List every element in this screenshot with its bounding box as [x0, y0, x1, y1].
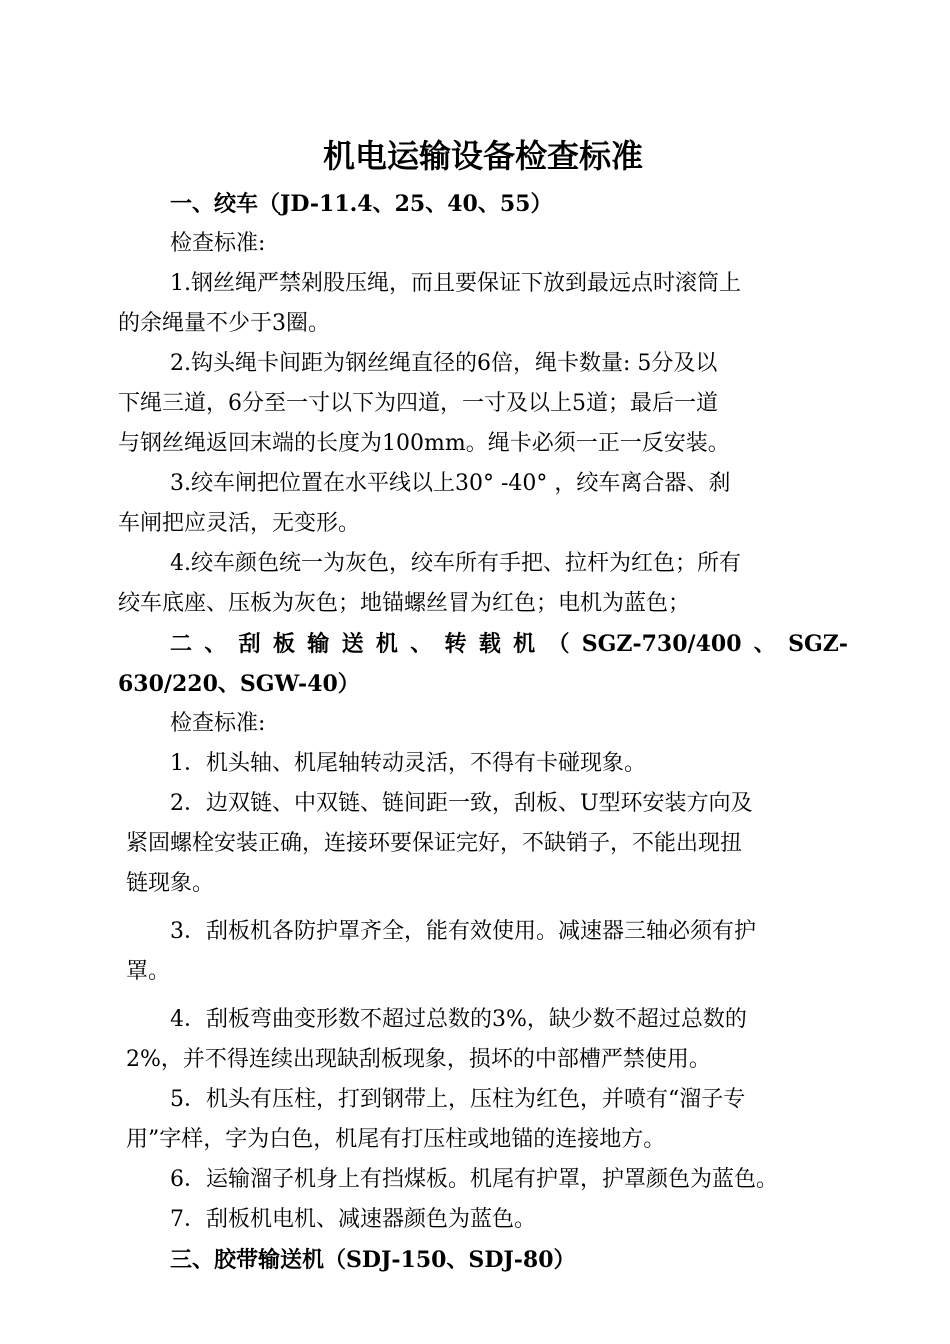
s2-item5-line1: 5．机头有压柱，打到钢带上，压柱为红色，并喷有“溜子专 [170, 1087, 746, 1112]
s2-heading-part: 、 [410, 631, 433, 657]
s2-heading-part: 载 [478, 631, 501, 657]
s2-item1-line1: 1．机头轴、机尾轴转动灵活，不得有卡碰现象。 [170, 751, 646, 776]
s2-item3-line1: 3．刮板机各防护罩齐全，能有效使用。减速器三轴必须有护 [170, 919, 756, 944]
section-1-heading: 一、绞车（JD-11.4、25、40、55） [170, 191, 553, 217]
s2-heading-part: 机 [375, 631, 398, 657]
s2-item4-line1: 4．刮板弯曲变形数不超过总数的3%，缺少数不超过总数的 [170, 1007, 747, 1032]
s1-item4-line2: 绞车底座、压板为灰色；地锚螺丝冒为红色；电机为蓝色； [118, 591, 691, 616]
section-1-standard-label: 检查标准: [170, 231, 266, 256]
s2-heading-part: 送 [341, 631, 364, 657]
s2-item6-line1: 6．运输溜子机身上有挡煤板。机尾有护罩，护罩颜色为蓝色。 [170, 1167, 778, 1192]
s1-item3-line2: 车闸把应灵活，无变形。 [118, 511, 361, 536]
document-title: 机电运输设备检查标准 [322, 137, 643, 175]
s2-item2-line3: 链现象。 [126, 871, 215, 896]
s2-heading-part: 机 [513, 631, 536, 657]
s2-item4-line2: 2%，并不得连续出现缺刮板现象，损坏的中部槽严禁使用。 [126, 1047, 711, 1072]
s2-item5-line2: 用”字样，字为白色，机尾有打压柱或地锚的连接地方。 [126, 1127, 666, 1152]
s2-heading-part: 刮 [238, 631, 261, 657]
s1-item3-line1: 3.绞车闸把位置在水平线以上30° -40° ，绞车离合器、刹 [170, 471, 731, 496]
s1-item1-line1: 1.钢丝绳严禁剁股压绳，而且要保证下放到最远点时滚筒上 [170, 271, 741, 296]
section-2-heading-cont: 630/220、SGW-40） [118, 671, 360, 697]
s2-heading-part: （ [547, 631, 570, 657]
s2-item3-line2: 罩。 [126, 959, 171, 984]
s2-heading-part: 输 [307, 631, 330, 657]
document-page [118, 128, 848, 1280]
s2-item7-line1: 7．刮板机电机、减速器颜色为蓝色。 [170, 1207, 536, 1232]
s2-heading-part: SGZ-730/400 [581, 631, 742, 657]
s2-heading-part: 、 [204, 631, 227, 657]
s2-heading-part: 转 [444, 631, 467, 657]
s1-item2-line1: 2.钩头绳卡间距为钢丝绳直径的6倍，绳卡数量: 5分及以 [170, 351, 718, 376]
s2-heading-part: SGZ- [788, 631, 848, 657]
s2-heading-part: 二 [170, 631, 193, 657]
s2-heading-part: 、 [753, 631, 776, 657]
s2-heading-part: 板 [272, 631, 295, 657]
s1-item2-line3: 与钢丝绳返回末端的长度为100mm。绳卡必须一正一反安装。 [118, 431, 730, 456]
section-2-heading [118, 624, 848, 664]
s1-item2-line2: 下绳三道，6分至一寸以下为四道，一寸及以上5道；最后一道 [118, 391, 718, 416]
s1-item1-line2: 的余绳量不少于3圈。 [118, 311, 330, 336]
section-2-standard-label: 检查标准: [170, 711, 266, 736]
section-3-heading: 三、胶带输送机（SDJ-150、SDJ-80） [170, 1247, 576, 1273]
s2-item2-line1: 2．边双链、中双链、链间距一致，刮板、U型环安装方向及 [170, 791, 753, 816]
s2-item2-line2: 紧固螺栓安装正确，连接环要保证完好，不缺销子，不能出现扭 [126, 831, 743, 856]
s1-item4-line1: 4.绞车颜色统一为灰色，绞车所有手把、拉杆为红色；所有 [170, 551, 741, 576]
